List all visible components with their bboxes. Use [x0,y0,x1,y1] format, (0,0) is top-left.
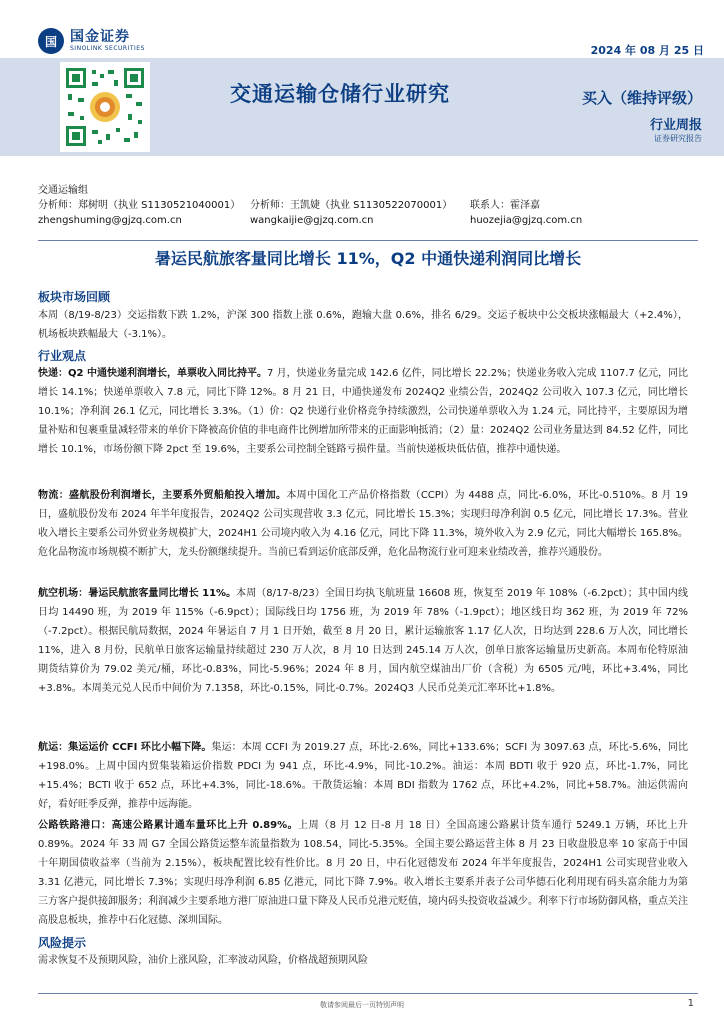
analyst-1: 分析师：郑树明（执业 S1130521040001） [38,200,241,211]
logistics-paragraph [38,486,688,562]
market-review-text: 本周（8/19-8/23）交运指数下跌 1.2%，沪深 300 指数上涨 0.6%，跑输大盘 0.6%，排名 6/29。交运子板块中公交板块涨幅最大（+2.4%），机场板块跌幅最大（-3.1%）。 [38,310,688,340]
author-block [38,183,698,228]
logistics-text: 本周中国化工产品价格指数（CCPI）为 4488 点，同比-6.0%，环比-0.510%。8 月 19 日，盛航股份发布 2024 年半年度报告，2024Q2 公司实现营收 3.3 亿元，同比增长 15.3%；实现归母净利润 0.5 亿元，同比增长 17.3%。营业收入增长主要系公司外贸业务规模扩大，2024H1 公司境内收入为 4.16 亿元，同比下降 11.3%，境外收入为 2.9 亿元，同比大幅增长 165.8%。危化品物流市场规模不断扩大，龙头份额继续提升。当前已看到运价底部反弹，危化品物流行业可迎来业绩改善，推荐兴通股份。 [38,490,688,558]
analyst-2: 分析师：王凯婕（执业 S1130522070001） [250,200,453,211]
airline-lead: 航空机场：暑运民航旅客量同比增长 11%。 [38,588,237,599]
divider [38,240,698,241]
shipping-text: 集运：本周 CCFI 为 2019.27 点，环比-2.6%，同比+133.6%；SCFI 为 3097.63 点，环比-5.6%，同比+198.0%。上周中国内贸集装箱运价指数 PDCI 为 941 点，环比-4.9%，同比-10.2%。油运：本周 BDTI 收于 920 点，环比-1.7%，同比+15.4%；BCTI 收于 652 点，环比+4.3%，同比-18.6%。干散货运输：本周 BDI 指数为 1762 点，环比+4.2%，同比+58.7%。油运供需向好，看好旺季反弹，推荐中远海能。 [38,742,688,810]
page-number: 1 [687,998,694,1009]
road-paragraph [38,816,688,930]
section-heading-risk: 风险提示 [38,936,87,950]
company-logo [38,28,145,54]
report-subtype: 证券研究报告 [654,134,702,143]
section-heading-view: 行业观点 [38,349,87,363]
report-date: 2024 年 08 月 25 日 [590,44,704,57]
risk-text: 需求恢复不及预期风险，油价上涨风险，汇率波动风险，价格战超预期风险 [38,955,368,966]
email-1[interactable]: zhengshuming@gjzq.com.cn [38,215,182,226]
footer-divider [38,993,698,994]
express-text: 7 月，快递业务量完成 142.6 亿件，同比增长 22.2%；快递业务收入完成 1107.7 亿元，同比增长 14.1%；快递单票收入 7.8 元，同比下降 12%。8 月 21 日，中通快递发布 2024Q2 业绩公告，2024Q2 公司收入 107.3 亿元，同比增长 10.1%；净利润 26.1 亿元，同比增长 3.3%。（1）价：Q2 快递行业价格竞争持续激烈，公司快递单票收入为 1.24 元，同比持平，主要原因为增量补贴和包裹重量减轻带来的单价下降被高价值的非电商件比例增加所带来的正面影响抵消；（2）量：2024Q2 公司业务量达到 84.52 亿件，同比增长 10.1%，市场份额下降 2pct 至 19.6%，主要系公司控制全链路亏损件量。当前快递板块低估值，推荐中通快递。 [38,368,688,455]
team-name: 交通运输组 [38,185,88,196]
logo-name-cn: 国金证券 [70,29,130,45]
shipping-paragraph [38,738,688,814]
section-heading-market: 板块市场回顾 [38,290,111,304]
report-category-title: 交通运输仓储行业研究 [230,82,450,106]
rating: 买入（维持评级） [581,89,702,107]
road-text: 上周（8 月 12 日-8 月 18 日）全国高速公路累计货车通行 5249.1 万辆，环比上升 0.89%。2024 年 33 周 G7 全国公路货运整车流量指数为 108.54，同比-5.35%。全国主要公路运营主体 8 月 23 日收盘股息率 10 家高于中国十年期国债收益率（当前为 2.15%），板块配置比较有性价比。8 月 20 日，中石化冠德发布 2024 年半年度报告，2024H1 公司实现营业收入 3.31 亿港元，同比增长 7.3%；实现归母净利润 6.85 亿港元，同比下降 7.9%。收入增长主要系并表子公司华德石化利用现有码头富余能力为第三方客户提供接卸服务；利润减少主要系地方港厂原油进口量下降及人民币兑港元贬值，境内码头投资收益减少。利率下行市场防御风格，重点关注高股息板块，推荐中石化冠德、深圳国际。 [38,820,688,926]
shipping-lead: 航运：集运运价 CCFI 环比小幅下降。 [38,742,212,753]
qr-code-icon [60,62,150,152]
airline-text: 本周（8/17-8/23）全国日均执飞航班量 16608 班，恢复至 2019 年 108%（-6.2pct）；其中国内线日均 14490 班，为 2019 年 115%（-6.9pct）；国际线日均 1756 班，为 2019 年 78%（-1.9pct）；地区线日均 362 班，为 2019 年 72%（-7.2pct）。根据民航局数据，2024 年暑运自 7 月 1 日开始，截至 8 月 20 日，累计运输旅客 1.17 亿人次，日均达到 228.6 万人次，同比增长 11%，进入 8 月份，民航单日旅客运输量持续超过 230 万人次，8 月 10 日达到 245.14 万人次，创单日旅客运输量历史新高。本周布伦特原油期货结算价为 79.02 美元/桶，环比-0.83%，同比-5.96%；2024 年 8 月，国内航空煤油出厂价（含税）为 6505 元/吨，环比+3.4%，同比+3.8%。本周美元兑人民币中间价为 7.1358，环比-0.15%，同比-0.7%。2024Q3 人民币兑美元汇率环比+1.8%。 [38,588,689,694]
report-header [0,0,724,180]
logo-name-en: SINOLINK SECURITIES [70,45,145,52]
contact-person: 联系人：霍泽嘉 [470,200,540,211]
logistics-lead: 物流：盛航股份利润增长，主要系外贸船舶投入增加。 [38,490,287,501]
express-lead: 快递：Q2 中通快递利润增长，单票收入同比持平。 [38,368,268,379]
report-type: 行业周报 [649,118,702,133]
page-title: 暑运民航旅客量同比增长 11%，Q2 中通快递利润同比增长 [154,249,582,268]
email-2[interactable]: wangkaijie@gjzq.com.cn [250,215,374,226]
express-paragraph [38,364,688,459]
email-3[interactable]: huozejia@gjzq.com.cn [470,215,583,226]
airline-paragraph [38,584,688,698]
road-lead: 公路铁路港口：高速公路累计通车量环比上升 0.89%。 [38,820,299,831]
sinolink-logo-icon: 国 [38,28,64,54]
footer-disclaimer[interactable]: 敬请参阅最后一页特别声明 [320,1001,404,1009]
